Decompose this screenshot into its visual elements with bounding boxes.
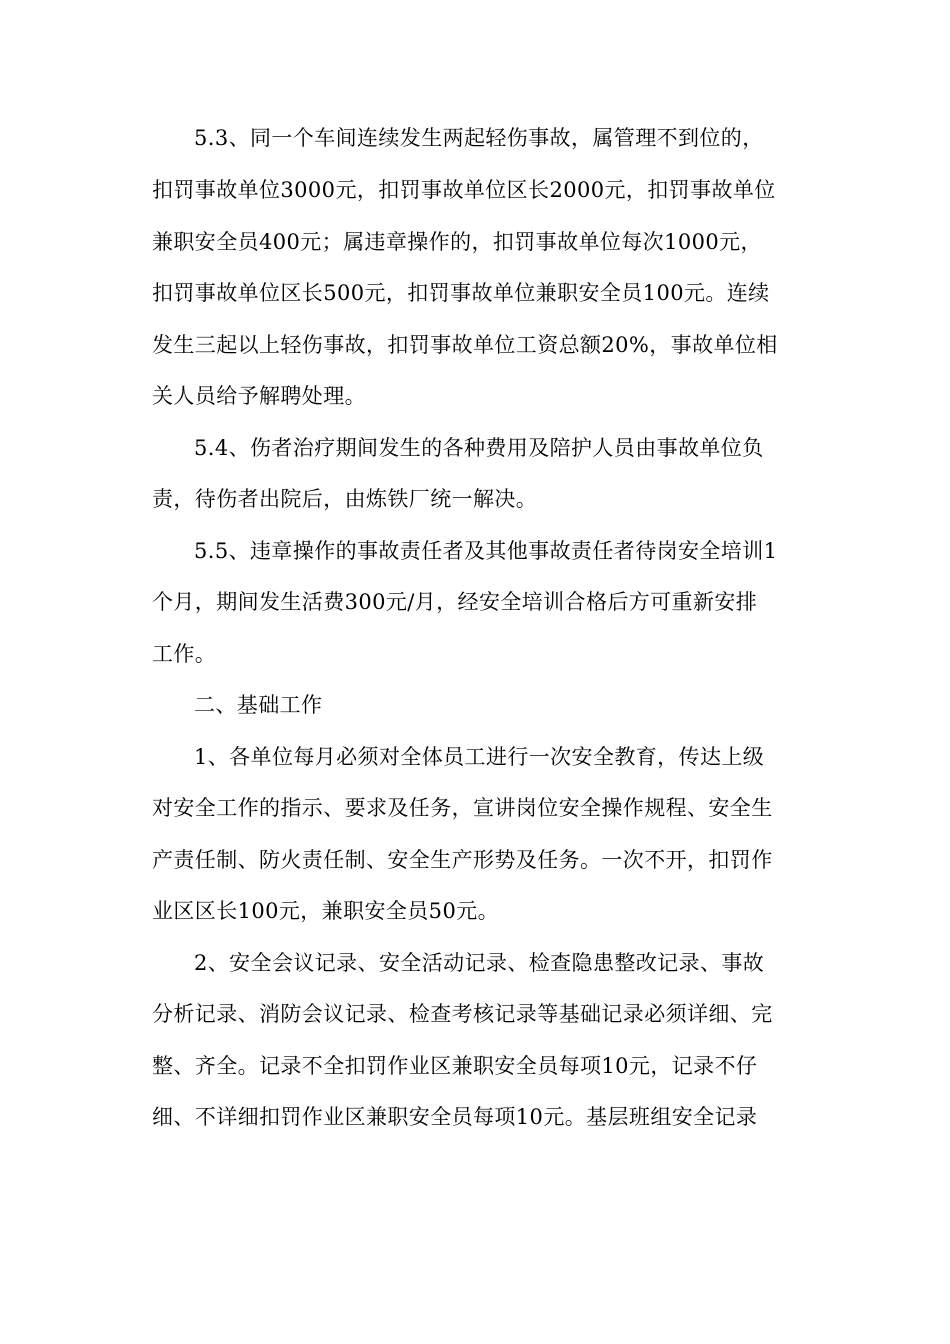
- text-line: 责，待伤者出院后，由炼铁厂统一解决。: [152, 487, 538, 511]
- section-heading: 二、基础工作: [194, 693, 323, 717]
- text-line: 扣罚事故单位3000元，扣罚事故单位区长2000元，扣罚事故单位: [152, 178, 776, 202]
- text-line: 业区区长100元，兼职安全员50元。: [152, 899, 500, 923]
- text-line: 5.4、伤者治疗期间发生的各种费用及陪护人员由事故单位负: [194, 436, 764, 460]
- text-line: 1、各单位每月必须对全体员工进行一次安全教育，传达上级: [194, 745, 765, 769]
- text-line: 5.5、违章操作的事故责任者及其他事故责任者待岗安全培训1: [194, 539, 778, 563]
- text-line: 对安全工作的指示、要求及任务，宣讲岗位安全操作规程、安全生: [152, 796, 773, 820]
- text-line: 扣罚事故单位区长500元，扣罚事故单位兼职安全员100元。连续: [152, 281, 770, 305]
- text-line: 个月，期间发生活费300元/月，经安全培训合格后方可重新安排: [152, 590, 758, 614]
- text-line: 整、齐全。记录不全扣罚作业区兼职安全员每项10元，记录不仔: [152, 1054, 758, 1078]
- text-line: 分析记录、消防会议记录、检查考核记录等基础记录必须详细、完: [152, 1002, 773, 1026]
- text-line: 关人员给予解聘处理。: [152, 384, 366, 408]
- text-line: 兼职安全员400元；属违章操作的，扣罚事故单位每次1000元，: [152, 230, 762, 254]
- text-line: 产责任制、防火责任制、安全生产形势及任务。一次不开，扣罚作: [152, 848, 773, 872]
- text-line: 2、安全会议记录、安全活动记录、检查隐患整改记录、事故: [194, 951, 765, 975]
- text-line: 细、不详细扣罚作业区兼职安全员每项10元。基层班组安全记录: [152, 1105, 758, 1129]
- text-line: 发生三起以上轻伤事故，扣罚事故单位工资总额20%，事故单位相: [152, 333, 778, 357]
- text-line: 5.3、同一个车间连续发生两起轻伤事故，属管理不到位的，: [194, 126, 764, 150]
- text-line: 工作。: [152, 642, 217, 666]
